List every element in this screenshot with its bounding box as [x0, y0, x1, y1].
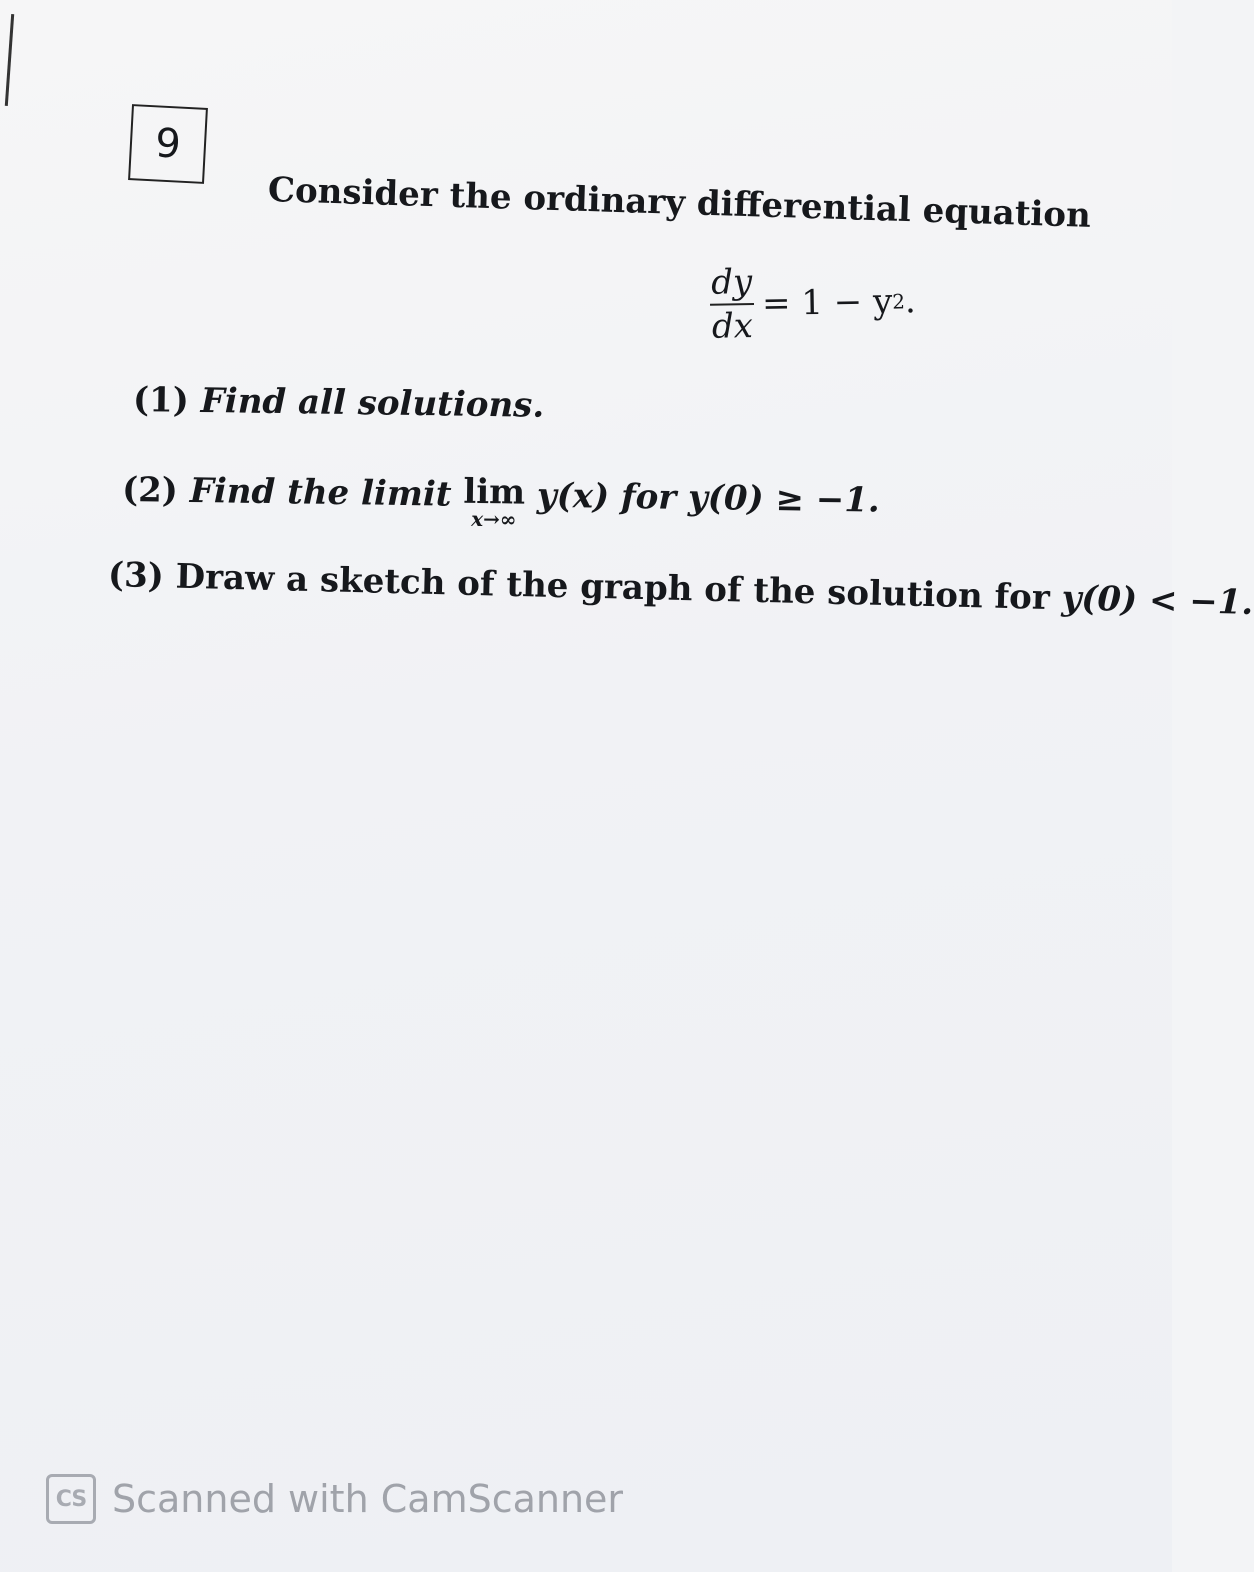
- part-3: [108, 555, 1254, 623]
- equation-rhs: = 1 − y: [761, 281, 893, 324]
- limit-word: lim: [463, 471, 526, 513]
- question-number-box: [128, 104, 208, 184]
- part-2-condition: y(0) ≥ −1.: [687, 477, 881, 521]
- limit-expression: y(x): [536, 475, 610, 517]
- equation-exponent: 2: [892, 289, 906, 314]
- part-1-label: (1): [132, 380, 190, 421]
- limit-operator: [463, 471, 526, 532]
- part-3-label: (3): [107, 555, 165, 597]
- part-2-label: (2): [121, 470, 179, 511]
- part-1: [133, 380, 545, 426]
- fraction-denominator: dx: [711, 306, 754, 347]
- page-edge-mark: [5, 14, 14, 106]
- camscanner-logo-icon: CS: [46, 1474, 96, 1524]
- part-2-text-mid: for: [620, 476, 677, 518]
- watermark-text: Scanned with CamScanner: [112, 1477, 624, 1521]
- problem-intro: Consider the ordinary differential equation: [267, 170, 1092, 236]
- scanner-watermark: [46, 1474, 623, 1524]
- derivative-fraction: [709, 263, 754, 346]
- part-1-text: Find all solutions.: [200, 380, 545, 426]
- part-3-text: Draw a sketch of the graph of the solution for: [175, 556, 1051, 619]
- differential-equation: [709, 260, 916, 346]
- fraction-numerator: dy: [710, 262, 753, 303]
- part-2: [122, 470, 880, 535]
- part-2-text-before: Find the limit: [189, 470, 452, 515]
- limit-subscript: x→∞: [471, 506, 517, 532]
- question-number: 9: [154, 120, 182, 168]
- equation-end: .: [904, 281, 917, 322]
- part-3-condition: y(0) < −1.: [1061, 578, 1254, 623]
